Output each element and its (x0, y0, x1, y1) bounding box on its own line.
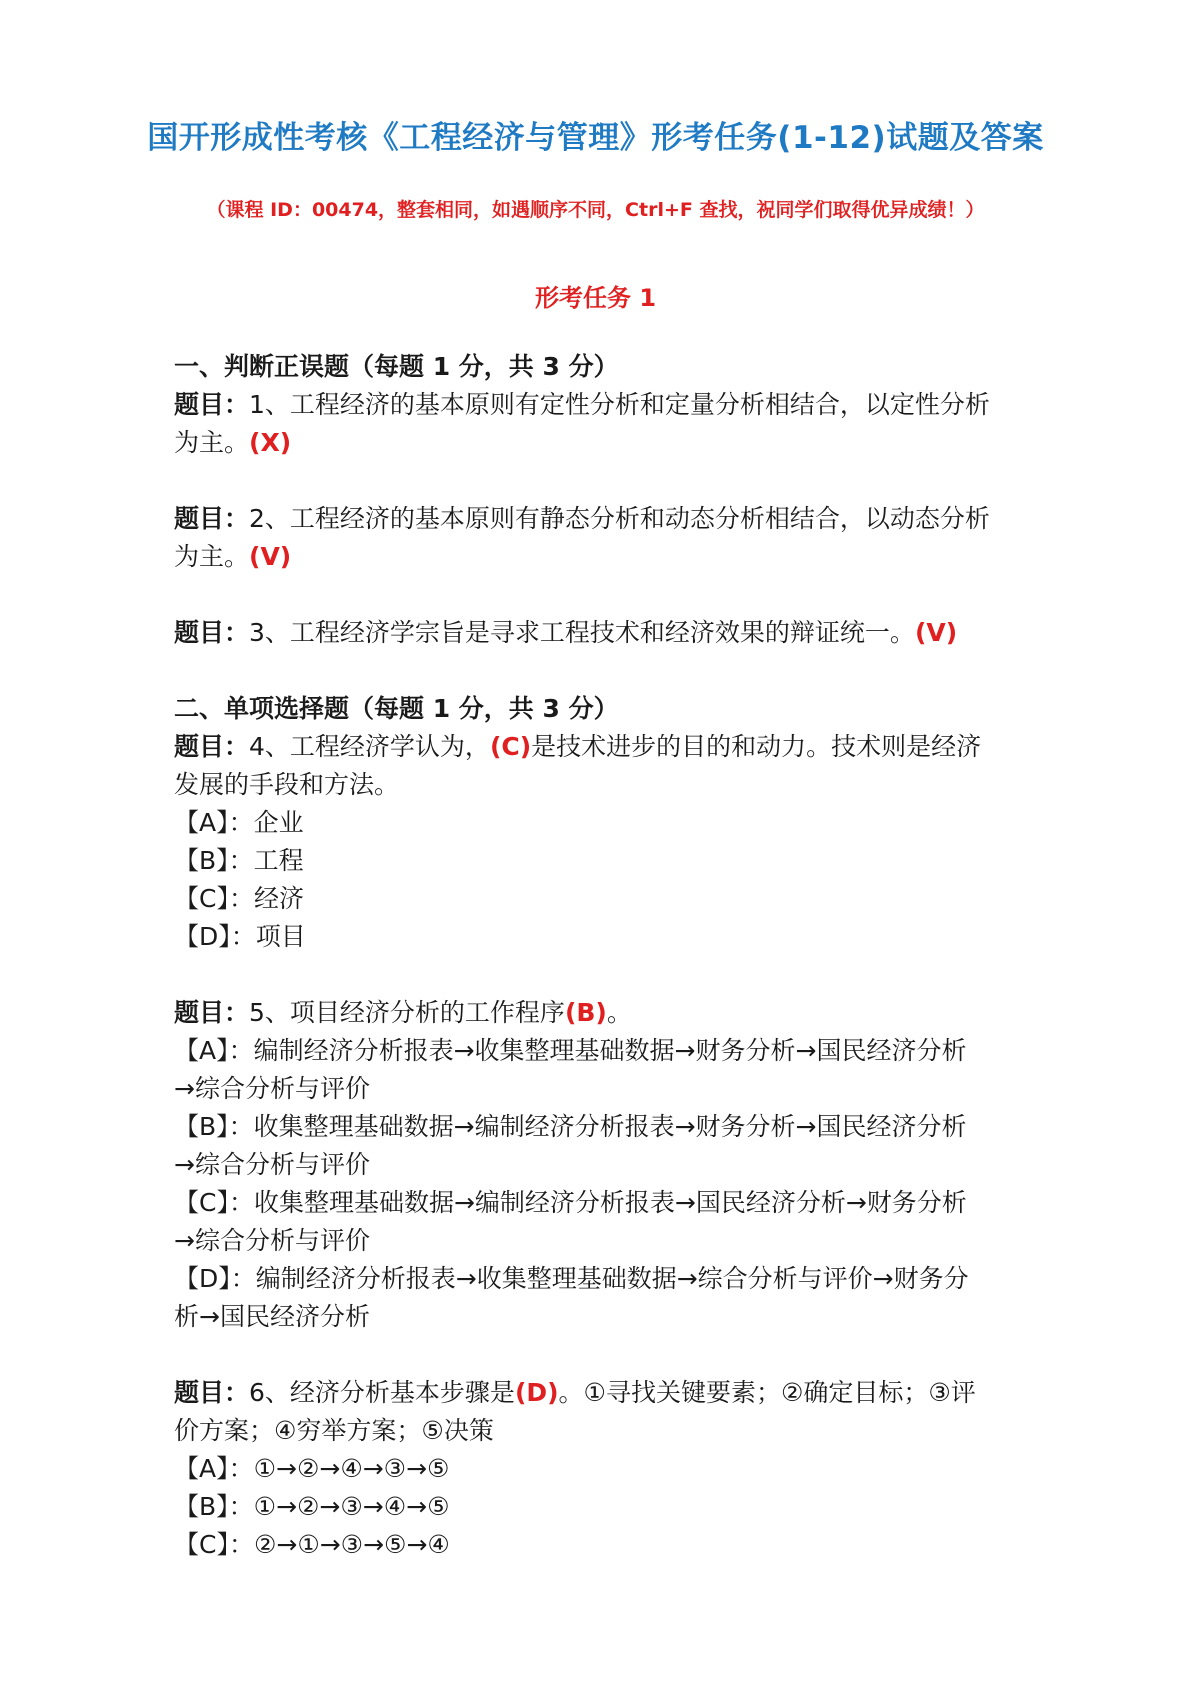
option-c: 【C】：经济 (174, 884, 304, 913)
option-c: 【C】：②→①→③→⑤→④ (174, 1530, 450, 1559)
question-2 (174, 500, 1092, 576)
option-d-cont: 析→国民经济分析 (174, 1302, 370, 1331)
question-label: 题目： (174, 504, 250, 533)
question-6 (174, 1374, 1092, 1564)
question-text-post: 是技术进步的目的和动力。技术则是经济 (531, 732, 982, 761)
option-b: 【B】：①→②→③→④→⑤ (174, 1492, 450, 1521)
question-text: 2、工程经济的基本原则有静态分析和动态分析相结合，以动态分析 (249, 504, 990, 533)
option-d: 【D】：项目 (174, 922, 306, 951)
question-1 (174, 386, 1092, 462)
question-text-cont: 发展的手段和方法。 (174, 770, 400, 799)
answer-mark: (V) (249, 542, 292, 571)
question-3 (174, 614, 1092, 652)
question-text: 3、工程经济学宗旨是寻求工程技术和经济效果的辩证统一。 (249, 618, 915, 647)
question-4 (174, 728, 1092, 956)
option-a: 【A】：编制经济分析报表→收集整理基础数据→财务分析→国民经济分析 (174, 1036, 967, 1065)
document-subtitle: （课程 ID：00474，整套相同，如遇顺序不同，Ctrl+F 查找，祝同学们取得优异成绩！） (206, 199, 985, 221)
option-a-cont: →综合分析与评价 (174, 1074, 370, 1103)
question-5 (174, 994, 1092, 1336)
task-title: 形考任务 1 (534, 284, 657, 312)
document-title: 国开形成性考核《工程经济与管理》形考任务(1-12)试题及答案 (147, 120, 1044, 156)
option-b: 【B】：收集整理基础数据→编制经济分析报表→财务分析→国民经济分析 (174, 1112, 967, 1141)
question-text-post: 。①寻找关键要素；②确定目标；③评 (558, 1378, 976, 1407)
option-b-cont: →综合分析与评价 (174, 1150, 370, 1179)
option-a: 【A】：①→②→④→③→⑤ (174, 1454, 450, 1483)
question-text-cont: 为主。 (174, 542, 250, 571)
question-text: 6、经济分析基本步骤是 (249, 1378, 515, 1407)
question-label: 题目： (174, 1378, 250, 1407)
answer-mark: (X) (249, 428, 292, 457)
question-label: 题目： (174, 390, 250, 419)
option-d: 【D】：编制经济分析报表→收集整理基础数据→综合分析与评价→财务分 (174, 1264, 969, 1293)
option-c-cont: →综合分析与评价 (174, 1226, 370, 1255)
question-text: 5、项目经济分析的工作程序 (249, 998, 565, 1027)
question-label: 题目： (174, 998, 250, 1027)
question-text-cont: 为主。 (174, 428, 250, 457)
question-text: 1、工程经济的基本原则有定性分析和定量分析相结合，以定性分析 (249, 390, 990, 419)
section-heading-true-false: 一、判断正误题（每题 1 分，共 3 分） (174, 352, 619, 381)
question-label: 题目： (174, 732, 250, 761)
answer-mark: (C) (489, 732, 532, 761)
option-a: 【A】：企业 (174, 808, 304, 837)
option-c: 【C】：收集整理基础数据→编制经济分析报表→国民经济分析→财务分析 (174, 1188, 967, 1217)
section-heading-single-choice: 二、单项选择题（每题 1 分，共 3 分） (174, 694, 619, 723)
answer-mark: (D) (514, 1378, 559, 1407)
answer-mark: (V) (914, 618, 958, 647)
answer-mark: (B) (564, 998, 607, 1027)
question-label: 题目： (174, 618, 250, 647)
option-b: 【B】：工程 (174, 846, 304, 875)
question-text-cont: 价方案；④穷举方案；⑤决策 (174, 1416, 494, 1445)
question-text: 4、工程经济学认为， (249, 732, 490, 761)
question-text-post: 。 (606, 998, 632, 1027)
document-body (174, 348, 1092, 1564)
